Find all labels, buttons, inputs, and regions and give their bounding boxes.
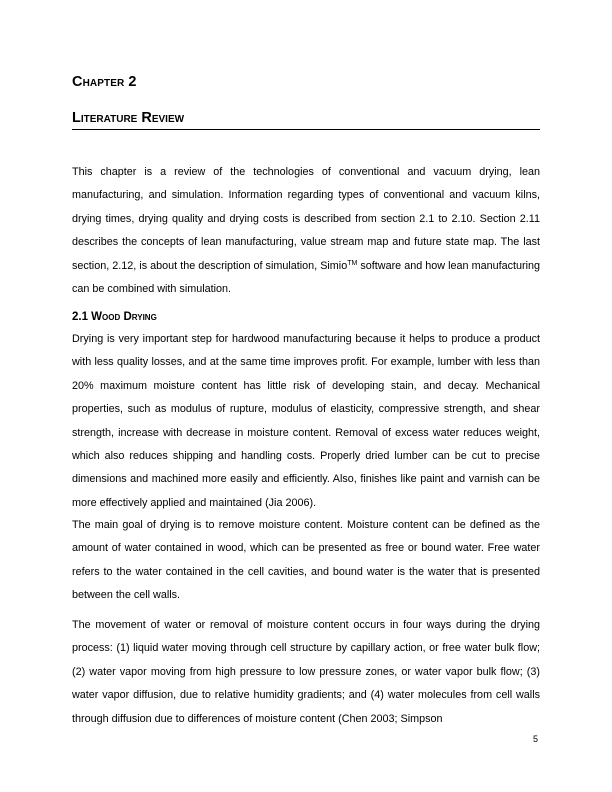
- intro-text-part1: This chapter is a review of the technologies of conventional and vacuum drying, lean manufacturing, and simulation. Information regarding types of conventional and vacuum kilns, drying times, drying quality and drying costs is described from section 2.1 to 2.10. Section 2.11 describes the concepts of lean manufacturing, value stream map and future state map. The last section, 2.12, is about the description of simulation, Simio: [72, 166, 540, 272]
- intro-paragraph: [72, 161, 540, 301]
- intro-text-part2: software and how lean manufacturing can be combined with simulation.: [72, 259, 540, 296]
- body-paragraph: The movement of water or removal of moisture content occurs in four ways during the drying process: (1) liquid water moving through cell structure by capillary action, or free water bulk flow; (2) water vapor moving from high pressure to low pressure zones, or water vapor bulk flow; (3) water vapor diffusion, due to relative humidity gradients; and (4) water molecules from cell walls through diffusion due to differences of moisture content (Chen 2003; Simpson: [72, 619, 540, 725]
- body-paragraph: Drying is very important step for hardwood manufacturing because it helps to produce a product with less quality losses, and at the same time improves profit. For example, lumber with less than 20% maximum moisture content has little risk of developing stain, and decay. Mechanical properties, such as modulus of rupture, modulus of elasticity, compressive strength, and shear strength, increase with decrease in moisture content. Removal of excess water reduces weight, which also reduces shipping and handling costs. Properly dried lumber can be cut to precise dimensions and machined more easily and efficiently. Also, finishes like paint and varnish can be more effectively applied and maintained (Jia 2006).: [72, 333, 540, 509]
- chapter-title: Literature Review: [72, 110, 185, 126]
- page-number: 5: [533, 734, 539, 744]
- chapter-label: Chapter 2: [72, 74, 137, 90]
- section-heading-wood-drying: 2.1 Wood Drying: [72, 311, 157, 323]
- body-paragraph: The main goal of drying is to remove moisture content. Moisture content can be defined as the amount of water contained in wood, which can be presented as free or bound water. Free water refers to the water contained in the cell cavities, and bound water is the water that is presented between the cell walls.: [72, 519, 540, 602]
- title-underline-rule: [72, 129, 540, 130]
- trademark-superscript: TM: [347, 259, 358, 267]
